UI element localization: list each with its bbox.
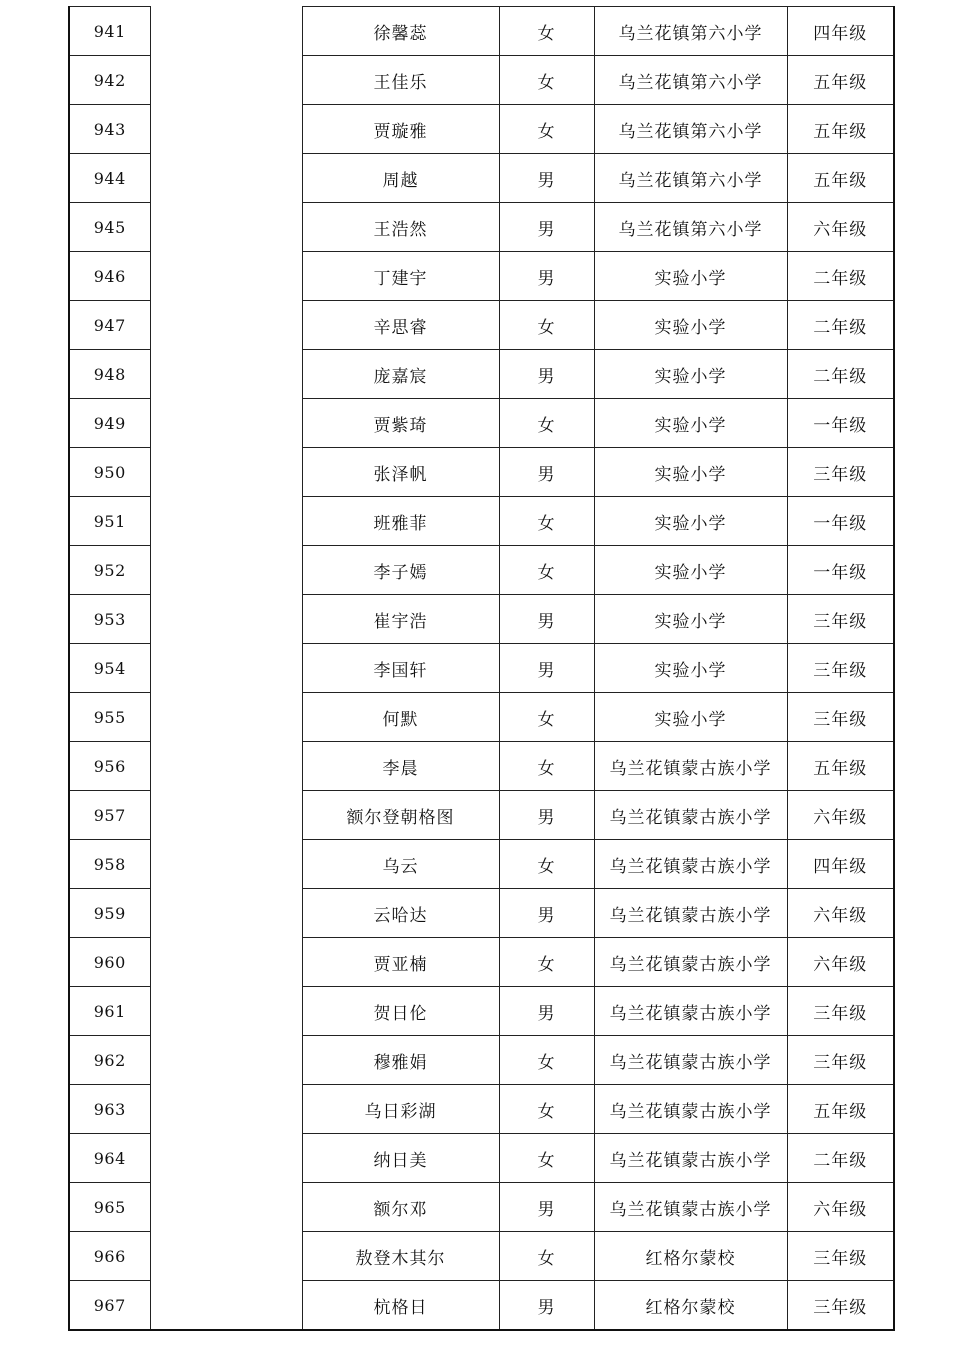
student-grade: 五年级	[787, 154, 894, 203]
student-gender: 女	[499, 1036, 594, 1085]
row-number: 956	[69, 742, 150, 791]
roster-table	[68, 6, 895, 1331]
student-gender: 女	[499, 546, 594, 595]
student-gender: 女	[499, 7, 594, 56]
student-school: 乌兰花镇蒙古族小学	[594, 742, 787, 791]
student-grade: 一年级	[787, 399, 894, 448]
student-school: 乌兰花镇第六小学	[594, 105, 787, 154]
row-number: 951	[69, 497, 150, 546]
student-name: 辛思睿	[302, 301, 499, 350]
student-grade: 二年级	[787, 301, 894, 350]
student-school: 乌兰花镇第六小学	[594, 56, 787, 105]
row-number: 959	[69, 889, 150, 938]
student-gender: 女	[499, 840, 594, 889]
student-grade: 三年级	[787, 595, 894, 644]
row-number: 960	[69, 938, 150, 987]
student-name: 班雅菲	[302, 497, 499, 546]
student-school: 乌兰花镇蒙古族小学	[594, 1183, 787, 1232]
student-grade: 五年级	[787, 742, 894, 791]
student-school: 实验小学	[594, 301, 787, 350]
student-grade: 六年级	[787, 889, 894, 938]
student-grade: 三年级	[787, 987, 894, 1036]
row-number: 949	[69, 399, 150, 448]
row-number: 950	[69, 448, 150, 497]
student-gender: 男	[499, 252, 594, 301]
student-name: 纳日美	[302, 1134, 499, 1183]
row-number: 967	[69, 1281, 150, 1331]
student-school: 实验小学	[594, 644, 787, 693]
student-gender: 女	[499, 1232, 594, 1281]
student-name: 丁建宇	[302, 252, 499, 301]
student-grade: 二年级	[787, 1134, 894, 1183]
student-school: 乌兰花镇蒙古族小学	[594, 1085, 787, 1134]
student-gender: 男	[499, 448, 594, 497]
student-grade: 三年级	[787, 1281, 894, 1331]
student-name: 额尔登朝格图	[302, 791, 499, 840]
row-number: 942	[69, 56, 150, 105]
student-gender: 女	[499, 938, 594, 987]
student-grade: 三年级	[787, 448, 894, 497]
student-name: 杭格日	[302, 1281, 499, 1331]
student-school: 实验小学	[594, 595, 787, 644]
student-school: 乌兰花镇第六小学	[594, 154, 787, 203]
student-gender: 男	[499, 987, 594, 1036]
student-gender: 男	[499, 1281, 594, 1331]
roster-body	[69, 7, 894, 1331]
student-school: 乌兰花镇蒙古族小学	[594, 1036, 787, 1085]
student-name: 贾紫琦	[302, 399, 499, 448]
student-name: 乌日彩湖	[302, 1085, 499, 1134]
row-number: 954	[69, 644, 150, 693]
student-name: 庞嘉宸	[302, 350, 499, 399]
student-grade: 四年级	[787, 7, 894, 56]
row-number: 948	[69, 350, 150, 399]
table-row	[69, 7, 894, 56]
row-number: 943	[69, 105, 150, 154]
row-number: 953	[69, 595, 150, 644]
student-school: 乌兰花镇蒙古族小学	[594, 1134, 787, 1183]
student-school: 实验小学	[594, 693, 787, 742]
student-gender: 男	[499, 350, 594, 399]
student-school: 乌兰花镇蒙古族小学	[594, 889, 787, 938]
student-gender: 男	[499, 889, 594, 938]
row-number: 965	[69, 1183, 150, 1232]
student-school: 实验小学	[594, 546, 787, 595]
student-gender: 男	[499, 791, 594, 840]
group-cell	[150, 7, 302, 1331]
student-name: 贾亚楠	[302, 938, 499, 987]
row-number: 961	[69, 987, 150, 1036]
student-grade: 三年级	[787, 644, 894, 693]
student-grade: 二年级	[787, 252, 894, 301]
student-grade: 六年级	[787, 938, 894, 987]
student-name: 贺日伦	[302, 987, 499, 1036]
student-gender: 女	[499, 1134, 594, 1183]
student-name: 李晨	[302, 742, 499, 791]
student-grade: 六年级	[787, 1183, 894, 1232]
student-school: 实验小学	[594, 252, 787, 301]
student-gender: 女	[499, 301, 594, 350]
student-name: 乌云	[302, 840, 499, 889]
student-gender: 女	[499, 399, 594, 448]
student-name: 李国轩	[302, 644, 499, 693]
student-grade: 五年级	[787, 105, 894, 154]
student-grade: 三年级	[787, 693, 894, 742]
student-name: 额尔邓	[302, 1183, 499, 1232]
row-number: 962	[69, 1036, 150, 1085]
student-grade: 六年级	[787, 791, 894, 840]
row-number: 946	[69, 252, 150, 301]
student-gender: 女	[499, 742, 594, 791]
student-grade: 五年级	[787, 1085, 894, 1134]
student-name: 敖登木其尔	[302, 1232, 499, 1281]
student-grade: 一年级	[787, 546, 894, 595]
row-number: 947	[69, 301, 150, 350]
student-grade: 三年级	[787, 1232, 894, 1281]
student-gender: 女	[499, 693, 594, 742]
student-grade: 二年级	[787, 350, 894, 399]
student-gender: 女	[499, 105, 594, 154]
row-number: 957	[69, 791, 150, 840]
student-school: 实验小学	[594, 350, 787, 399]
row-number: 958	[69, 840, 150, 889]
student-gender: 女	[499, 1085, 594, 1134]
student-gender: 女	[499, 56, 594, 105]
student-grade: 六年级	[787, 203, 894, 252]
student-grade: 一年级	[787, 497, 894, 546]
student-grade: 五年级	[787, 56, 894, 105]
student-school: 实验小学	[594, 497, 787, 546]
row-number: 944	[69, 154, 150, 203]
student-name: 张泽帆	[302, 448, 499, 497]
student-name: 贾璇雅	[302, 105, 499, 154]
student-grade: 三年级	[787, 1036, 894, 1085]
student-school: 实验小学	[594, 399, 787, 448]
student-gender: 女	[499, 497, 594, 546]
student-name: 云哈达	[302, 889, 499, 938]
row-number: 964	[69, 1134, 150, 1183]
student-name: 何默	[302, 693, 499, 742]
row-number: 963	[69, 1085, 150, 1134]
student-name: 穆雅娟	[302, 1036, 499, 1085]
student-name: 徐馨蕊	[302, 7, 499, 56]
student-gender: 男	[499, 644, 594, 693]
row-number: 941	[69, 7, 150, 56]
student-school: 红格尔蒙校	[594, 1281, 787, 1331]
student-school: 乌兰花镇蒙古族小学	[594, 791, 787, 840]
student-gender: 男	[499, 1183, 594, 1232]
student-name: 王佳乐	[302, 56, 499, 105]
student-name: 崔宇浩	[302, 595, 499, 644]
student-gender: 男	[499, 203, 594, 252]
student-gender: 男	[499, 595, 594, 644]
student-gender: 男	[499, 154, 594, 203]
student-school: 红格尔蒙校	[594, 1232, 787, 1281]
student-school: 乌兰花镇第六小学	[594, 203, 787, 252]
student-school: 实验小学	[594, 448, 787, 497]
student-school: 乌兰花镇蒙古族小学	[594, 987, 787, 1036]
row-number: 952	[69, 546, 150, 595]
student-school: 乌兰花镇蒙古族小学	[594, 840, 787, 889]
student-name: 李子嫣	[302, 546, 499, 595]
row-number: 945	[69, 203, 150, 252]
student-school: 乌兰花镇第六小学	[594, 7, 787, 56]
row-number: 966	[69, 1232, 150, 1281]
student-school: 乌兰花镇蒙古族小学	[594, 938, 787, 987]
row-number: 955	[69, 693, 150, 742]
student-name: 周越	[302, 154, 499, 203]
student-name: 王浩然	[302, 203, 499, 252]
student-grade: 四年级	[787, 840, 894, 889]
